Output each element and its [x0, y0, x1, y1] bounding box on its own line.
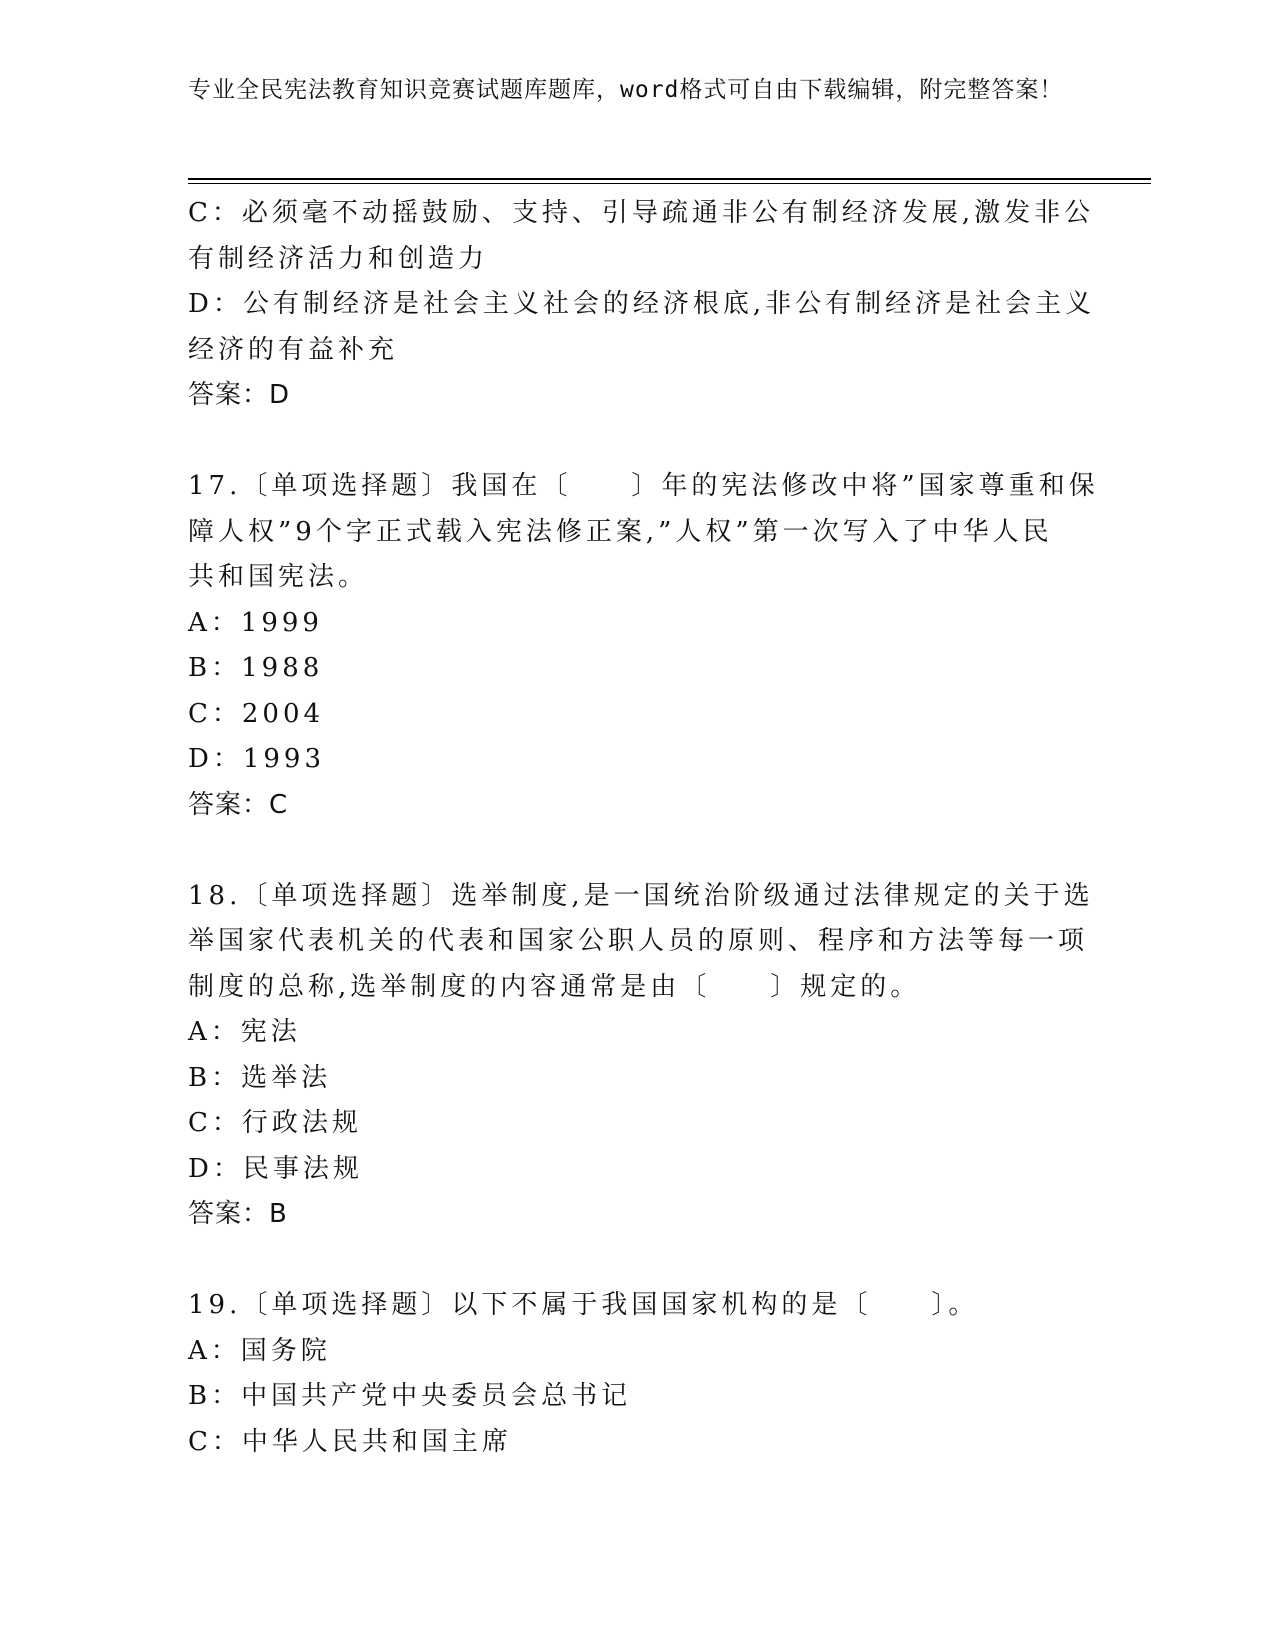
option-d-line-1: D：公有制经济是社会主义社会的经济根底,非公有制经济是社会主义 [188, 289, 1096, 319]
option-a: A：国务院 [188, 1335, 331, 1366]
question-stem-line-2: 障人权”9个字正式载入宪法修正案,”人权”第一次写入了中华人民 [188, 516, 1053, 547]
option-d: D：1993 [188, 744, 326, 774]
option-b: B：中国共产党中央委员会总书记 [188, 1381, 632, 1411]
question-19 [188, 1283, 1068, 1465]
option-a: A：1999 [188, 607, 323, 638]
answer-line: 答案：D [188, 380, 291, 410]
option-a: A：宪法 [188, 1017, 301, 1047]
question-gap [188, 419, 1068, 465]
option-d-line-2: 经济的有益补充 [188, 334, 399, 365]
option-d: D：民事法规 [188, 1153, 363, 1184]
question-stem-line-3: 制度的总称,选举制度的内容通常是由〔 〕规定的。 [188, 971, 921, 1002]
option-c: C：中华人民共和国主席 [188, 1426, 512, 1457]
option-b: B：选举法 [188, 1062, 332, 1093]
option-c-line-1: C：必须毫不动摇鼓励、支持、引导疏通非公有制经济发展,激发非公 [188, 198, 1095, 228]
answer-line: 答案：C [188, 789, 289, 820]
question-17 [188, 464, 1099, 828]
question-gap [188, 1238, 1068, 1284]
option-c: C：2004 [188, 698, 325, 729]
question-stem-line-1: 18.〔单项选择题〕选举制度,是一国统治阶级通过法律规定的关于选 [188, 880, 1094, 911]
option-c: C：行政法规 [188, 1108, 362, 1138]
page-header: 专业全民宪法教育知识竞赛试题库题库，word格式可自由下载编辑，附完整答案！ [188, 77, 1064, 103]
header-divider-thin [188, 183, 1151, 184]
question-stem-line-1: 19.〔单项选择题〕以下不属于我国国家机构的是〔 〕。 [188, 1290, 979, 1320]
question-stem-line-3: 共和国宪法。 [188, 562, 369, 592]
question-stem-line-1: 17.〔单项选择题〕我国在〔 〕年的宪法修改中将”国家尊重和保 [188, 471, 1099, 501]
question-gap [188, 828, 1068, 874]
question-stem-line-2: 举国家代表机关的代表和国家公职人员的原则、程序和方法等每一项 [188, 926, 1089, 956]
option-b: B：1988 [188, 653, 324, 683]
previous-question-tail [188, 191, 1096, 419]
question-18 [188, 874, 1094, 1238]
question-content [188, 191, 1099, 1465]
option-c-line-2: 有制经济活力和创造力 [188, 243, 489, 274]
header-divider-thick [188, 178, 1151, 180]
answer-line: 答案：B [188, 1199, 288, 1229]
